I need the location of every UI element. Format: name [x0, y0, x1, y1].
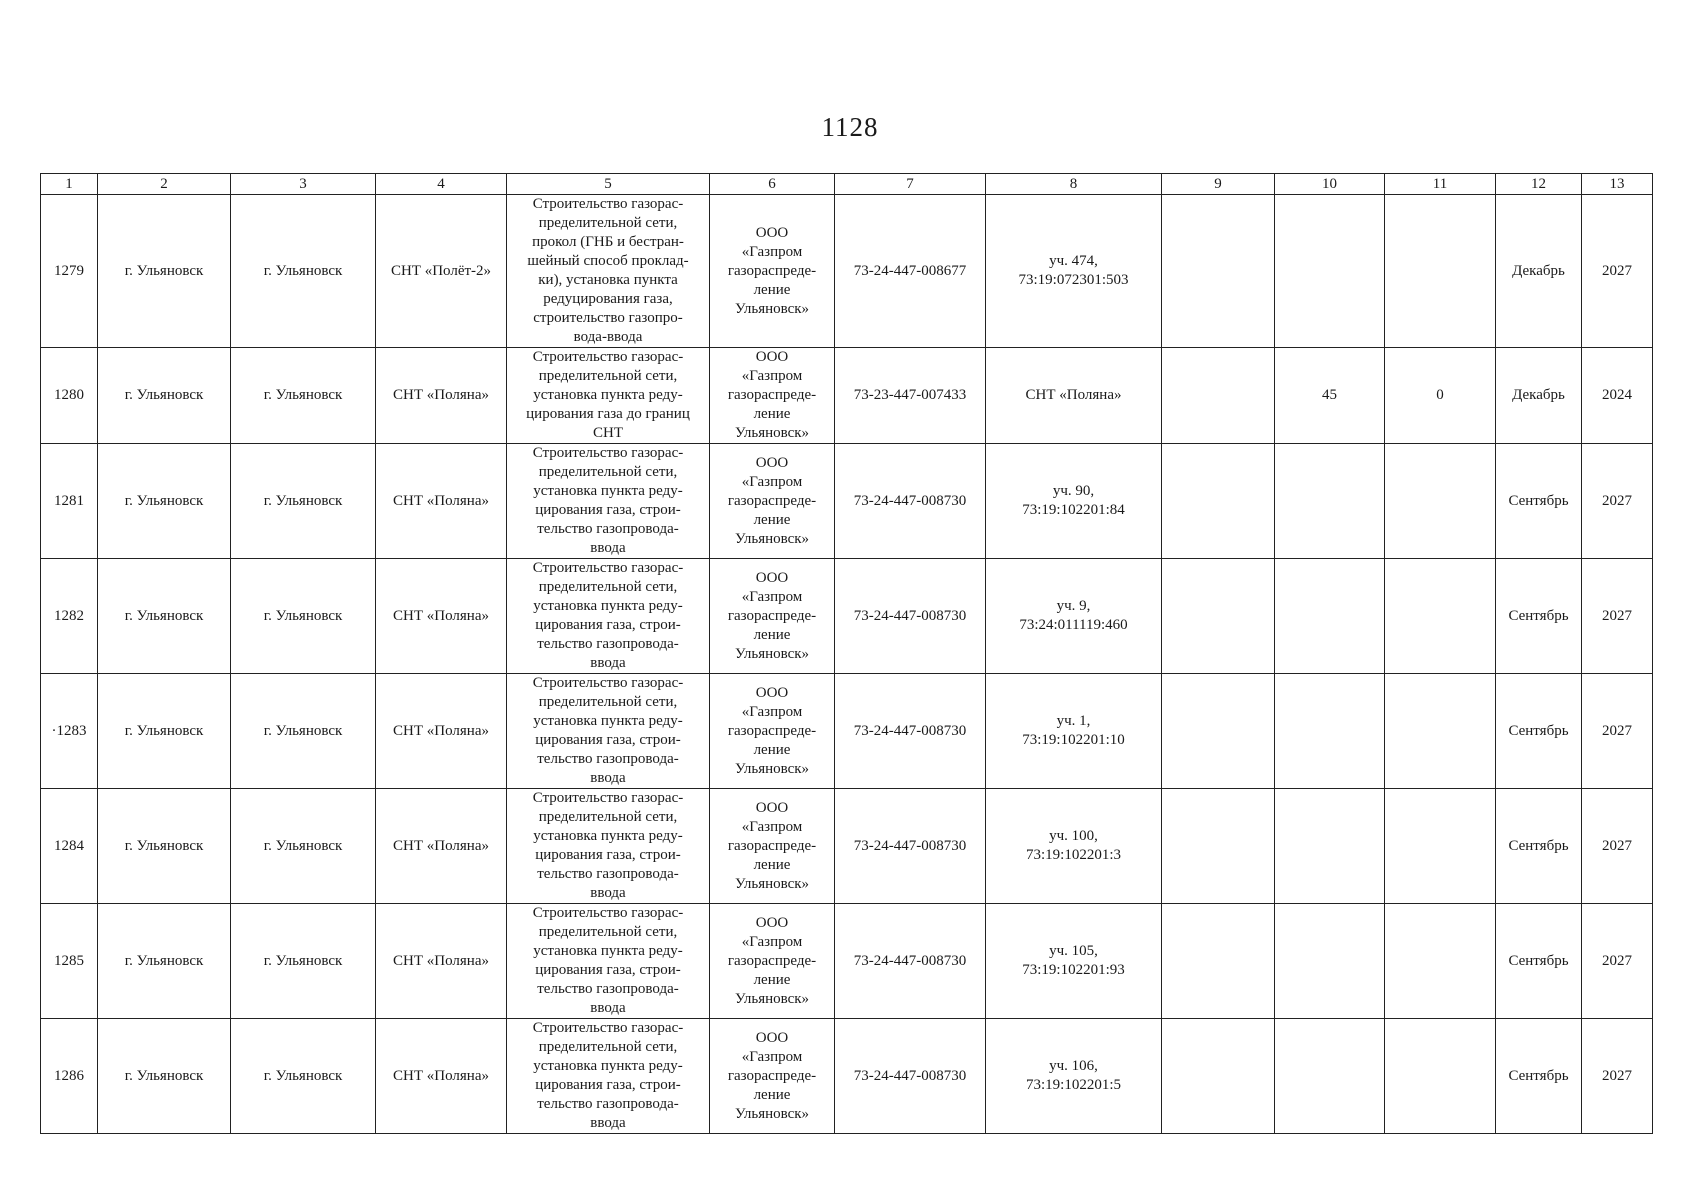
cell-col-3: г. Ульяновск [231, 904, 376, 1019]
cell-line: пределительной сети, [538, 924, 678, 940]
document-table [40, 173, 1653, 1134]
cell-line: тельство газопровода- [537, 1096, 679, 1112]
column-header-10: 10 [1275, 174, 1385, 195]
cell-col-9 [1162, 674, 1275, 789]
cell-line: ООО [755, 454, 789, 471]
cell-col-13: 2027 [1582, 444, 1653, 559]
cell-line: пределительной сети, [538, 368, 678, 384]
cell-col-1: 1280 [41, 348, 98, 444]
cell-line: «Газпром [741, 1048, 803, 1065]
cell-col-11 [1385, 195, 1496, 348]
cell-col-6 [710, 444, 835, 559]
column-header-13: 13 [1582, 174, 1653, 195]
cell-line: Строительство газорас- [532, 560, 684, 576]
cell-line: тельство газопровода- [537, 981, 679, 997]
table-row [41, 674, 1653, 789]
cell-line: ООО [755, 914, 789, 931]
cell-col-8 [986, 904, 1162, 1019]
cell-col-10 [1275, 1019, 1385, 1134]
cell-line: ввода [590, 540, 626, 556]
cell-col-2: г. Ульяновск [98, 1019, 231, 1134]
cell-col-13: 2027 [1582, 904, 1653, 1019]
cell-col-3: г. Ульяновск [231, 674, 376, 789]
cell-col-1: 1284 [41, 789, 98, 904]
cell-line: 73:24:011119:460 [1019, 617, 1128, 633]
cell-col-13: 2027 [1582, 559, 1653, 674]
cell-col-1: 1285 [41, 904, 98, 1019]
cell-line: цирования газа до границ [526, 406, 690, 422]
cell-line: Ульяновск» [734, 760, 810, 777]
table-row [41, 789, 1653, 904]
cell-line: ООО [755, 799, 789, 816]
cell-line: тельство газопровода- [537, 866, 679, 882]
cell-line: Ульяновск» [734, 425, 810, 441]
cell-col-4: СНТ «Поляна» [376, 444, 507, 559]
cell-col-7: 73-24-447-008730 [835, 444, 986, 559]
cell-line: ление [753, 856, 791, 873]
cell-line: ввода [590, 885, 626, 901]
table-row [41, 444, 1653, 559]
column-header-4: 4 [376, 174, 507, 195]
cell-line: 73:19:102201:93 [1022, 962, 1125, 978]
cell-line: прокол (ГНБ и бестран- [532, 234, 684, 250]
cell-line: Ульяновск» [734, 530, 810, 547]
cell-line: Строительство газорас- [532, 1020, 684, 1036]
cell-line: ООО [755, 1029, 789, 1046]
cell-col-5 [507, 195, 710, 348]
column-header-11: 11 [1385, 174, 1496, 195]
cell-col-13: 2027 [1582, 1019, 1653, 1134]
cell-col-9 [1162, 195, 1275, 348]
cell-col-9 [1162, 348, 1275, 444]
cell-col-5 [507, 904, 710, 1019]
cell-line: СНТ [593, 425, 623, 441]
cell-line: Ульяновск» [734, 990, 810, 1007]
cell-line: тельство газопровода- [537, 521, 679, 537]
cell-col-8 [986, 674, 1162, 789]
cell-line: пределительной сети, [538, 579, 678, 595]
table-row [41, 904, 1653, 1019]
cell-col-13: 2027 [1582, 674, 1653, 789]
cell-col-11 [1385, 444, 1496, 559]
cell-line: ление [753, 626, 791, 643]
column-header-5: 5 [507, 174, 710, 195]
cell-col-2: г. Ульяновск [98, 559, 231, 674]
cell-col-7: 73-24-447-008730 [835, 674, 986, 789]
cell-col-9 [1162, 904, 1275, 1019]
cell-line: уч. 105, [1049, 943, 1098, 959]
cell-line: ввода [590, 1000, 626, 1016]
cell-line: ление [753, 741, 791, 758]
cell-col-11 [1385, 904, 1496, 1019]
cell-col-8 [986, 348, 1162, 444]
cell-line: установка пункта реду- [533, 1058, 683, 1074]
cell-line: «Газпром [741, 588, 803, 605]
cell-col-7: 73-24-447-008730 [835, 559, 986, 674]
column-header-3: 3 [231, 174, 376, 195]
cell-line: ление [753, 971, 791, 988]
cell-line: установка пункта реду- [533, 713, 683, 729]
cell-line: газораспреде- [727, 492, 817, 509]
cell-line: 73:19:102201:84 [1022, 502, 1125, 518]
cell-line: ление [753, 281, 791, 298]
cell-col-12: Сентябрь [1496, 444, 1582, 559]
cell-line: ки), установка пункта [538, 272, 678, 288]
cell-col-8 [986, 789, 1162, 904]
cell-line: цирования газа, строи- [535, 502, 681, 518]
column-header-7: 7 [835, 174, 986, 195]
cell-line: 73:19:072301:503 [1018, 272, 1129, 288]
cell-line: тельство газопровода- [537, 636, 679, 652]
cell-line: уч. 106, [1049, 1058, 1098, 1074]
cell-line: «Газпром [741, 703, 803, 720]
cell-line: установка пункта реду- [533, 598, 683, 614]
cell-col-9 [1162, 444, 1275, 559]
cell-col-1: ·1283 [41, 674, 98, 789]
cell-line: Строительство газорас- [532, 905, 684, 921]
cell-col-4: СНТ «Поляна» [376, 559, 507, 674]
cell-col-11: 0 [1385, 348, 1496, 444]
cell-line: ООО [755, 349, 789, 365]
column-header-8: 8 [986, 174, 1162, 195]
cell-col-6 [710, 559, 835, 674]
cell-col-10 [1275, 789, 1385, 904]
cell-line: Строительство газорас- [532, 445, 684, 461]
cell-line: цирования газа, строи- [535, 617, 681, 633]
page-number: 1128 [821, 112, 879, 142]
cell-col-9 [1162, 789, 1275, 904]
cell-line: ООО [755, 569, 789, 586]
cell-col-2: г. Ульяновск [98, 789, 231, 904]
table-body [41, 195, 1653, 1134]
cell-line: шейный способ проклад- [527, 253, 689, 269]
cell-col-1: 1282 [41, 559, 98, 674]
cell-col-6 [710, 904, 835, 1019]
cell-line: газораспреде- [727, 607, 817, 624]
cell-line: вода-ввода [573, 329, 643, 345]
cell-line: Ульяновск» [734, 300, 810, 317]
cell-col-8 [986, 559, 1162, 674]
cell-col-8 [986, 195, 1162, 348]
cell-col-6 [710, 195, 835, 348]
cell-line: ввода [590, 1115, 626, 1131]
cell-col-7: 73-24-447-008677 [835, 195, 986, 348]
cell-line: пределительной сети, [538, 464, 678, 480]
cell-line: цирования газа, строи- [535, 1077, 681, 1093]
cell-col-12: Декабрь [1496, 348, 1582, 444]
cell-line: Строительство газорас- [532, 675, 684, 691]
cell-col-4: СНТ «Поляна» [376, 789, 507, 904]
cell-line: Ульяновск» [734, 875, 810, 892]
cell-line: ление [753, 406, 791, 422]
cell-col-7: 73-24-447-008730 [835, 904, 986, 1019]
cell-col-10 [1275, 674, 1385, 789]
cell-line: «Газпром [741, 473, 803, 490]
table-row [41, 1019, 1653, 1134]
cell-line: цирования газа, строи- [535, 847, 681, 863]
cell-col-3: г. Ульяновск [231, 559, 376, 674]
cell-col-4: СНТ «Полёт-2» [376, 195, 507, 348]
cell-line: газораспреде- [727, 262, 817, 279]
cell-col-2: г. Ульяновск [98, 674, 231, 789]
cell-line: пределительной сети, [538, 1039, 678, 1055]
cell-line: Строительство газорас- [532, 196, 684, 212]
cell-line: тельство газопровода- [537, 751, 679, 767]
column-header-9: 9 [1162, 174, 1275, 195]
cell-col-4: СНТ «Поляна» [376, 1019, 507, 1134]
header-row [41, 174, 1653, 195]
column-header-2: 2 [98, 174, 231, 195]
table-row [41, 559, 1653, 674]
cell-col-13: 2027 [1582, 789, 1653, 904]
cell-line: газораспреде- [727, 837, 817, 854]
cell-col-6 [710, 674, 835, 789]
cell-line: «Газпром [741, 818, 803, 835]
cell-col-3: г. Ульяновск [231, 348, 376, 444]
cell-line: Строительство газорас- [532, 349, 684, 365]
cell-line: цирования газа, строи- [535, 962, 681, 978]
cell-col-7: 73-24-447-008730 [835, 1019, 986, 1134]
cell-col-12: Сентябрь [1496, 559, 1582, 674]
column-header-1: 1 [41, 174, 98, 195]
cell-col-12: Сентябрь [1496, 789, 1582, 904]
cell-line: установка пункта реду- [533, 828, 683, 844]
cell-col-1: 1286 [41, 1019, 98, 1134]
column-header-12: 12 [1496, 174, 1582, 195]
cell-col-11 [1385, 559, 1496, 674]
cell-col-8 [986, 1019, 1162, 1134]
cell-line: «Газпром [741, 933, 803, 950]
cell-col-3: г. Ульяновск [231, 789, 376, 904]
cell-line: Ульяновск» [734, 645, 810, 662]
cell-col-4: СНТ «Поляна» [376, 904, 507, 1019]
cell-col-6 [710, 789, 835, 904]
cell-col-5 [507, 559, 710, 674]
cell-col-1: 1281 [41, 444, 98, 559]
cell-col-13: 2027 [1582, 195, 1653, 348]
cell-line: установка пункта реду- [533, 483, 683, 499]
cell-line: строительство газопро- [533, 310, 683, 326]
cell-col-5 [507, 674, 710, 789]
cell-line: пределительной сети, [538, 215, 678, 231]
cell-line: уч. 9, [1056, 598, 1091, 614]
cell-col-6 [710, 348, 835, 444]
cell-line: Ульяновск» [734, 1105, 810, 1122]
cell-line: газораспреде- [727, 952, 817, 969]
cell-line: редуцирования газа, [543, 291, 673, 307]
cell-line: 73:19:102201:10 [1022, 732, 1125, 748]
cell-col-3: г. Ульяновск [231, 444, 376, 559]
cell-col-5 [507, 348, 710, 444]
table-row [41, 195, 1653, 348]
cell-line: газораспреде- [727, 1067, 817, 1084]
cell-col-3: г. Ульяновск [231, 1019, 376, 1134]
cell-line: уч. 474, [1049, 253, 1098, 269]
cell-line: цирования газа, строи- [535, 732, 681, 748]
cell-col-1: 1279 [41, 195, 98, 348]
cell-line: установка пункта реду- [533, 943, 683, 959]
cell-col-12: Сентябрь [1496, 1019, 1582, 1134]
cell-line: газораспреде- [727, 722, 817, 739]
cell-col-5 [507, 1019, 710, 1134]
cell-col-11 [1385, 1019, 1496, 1134]
cell-col-5 [507, 789, 710, 904]
cell-line: «Газпром [741, 243, 803, 260]
cell-line: ввода [590, 655, 626, 671]
cell-col-11 [1385, 789, 1496, 904]
cell-col-13: 2024 [1582, 348, 1653, 444]
cell-line: ление [753, 1086, 791, 1103]
cell-col-11 [1385, 674, 1496, 789]
cell-col-4: СНТ «Поляна» [376, 348, 507, 444]
cell-col-12: Сентябрь [1496, 674, 1582, 789]
cell-line: «Газпром [741, 368, 803, 384]
cell-col-10 [1275, 904, 1385, 1019]
cell-col-4: СНТ «Поляна» [376, 674, 507, 789]
cell-col-12: Сентябрь [1496, 904, 1582, 1019]
cell-col-6 [710, 1019, 835, 1134]
cell-col-12: Декабрь [1496, 195, 1582, 348]
cell-line: уч. 100, [1049, 828, 1098, 844]
cell-col-9 [1162, 559, 1275, 674]
cell-col-10 [1275, 195, 1385, 348]
cell-line: уч. 90, [1052, 483, 1095, 499]
cell-col-2: г. Ульяновск [98, 444, 231, 559]
cell-line: ввода [590, 770, 626, 786]
cell-line: СНТ «Поляна» [1025, 387, 1122, 403]
cell-col-10 [1275, 559, 1385, 674]
cell-line: ление [753, 511, 791, 528]
cell-line: газораспреде- [727, 387, 817, 403]
cell-col-5 [507, 444, 710, 559]
table-row [41, 348, 1653, 444]
cell-col-10 [1275, 444, 1385, 559]
cell-col-10: 45 [1275, 348, 1385, 444]
cell-line: ООО [755, 224, 789, 241]
cell-col-8 [986, 444, 1162, 559]
cell-line: Строительство газорас- [532, 790, 684, 806]
cell-line: 73:19:102201:3 [1025, 847, 1121, 863]
cell-line: пределительной сети, [538, 809, 678, 825]
cell-col-7: 73-23-447-007433 [835, 348, 986, 444]
cell-line: 73:19:102201:5 [1025, 1077, 1121, 1093]
cell-col-3: г. Ульяновск [231, 195, 376, 348]
cell-col-7: 73-24-447-008730 [835, 789, 986, 904]
cell-line: установка пункта реду- [533, 387, 683, 403]
cell-line: ООО [755, 684, 789, 701]
cell-col-2: г. Ульяновск [98, 904, 231, 1019]
cell-line: пределительной сети, [538, 694, 678, 710]
cell-line: уч. 1, [1056, 713, 1091, 729]
cell-col-9 [1162, 1019, 1275, 1134]
cell-col-2: г. Ульяновск [98, 348, 231, 444]
cell-col-2: г. Ульяновск [98, 195, 231, 348]
column-header-6: 6 [710, 174, 835, 195]
